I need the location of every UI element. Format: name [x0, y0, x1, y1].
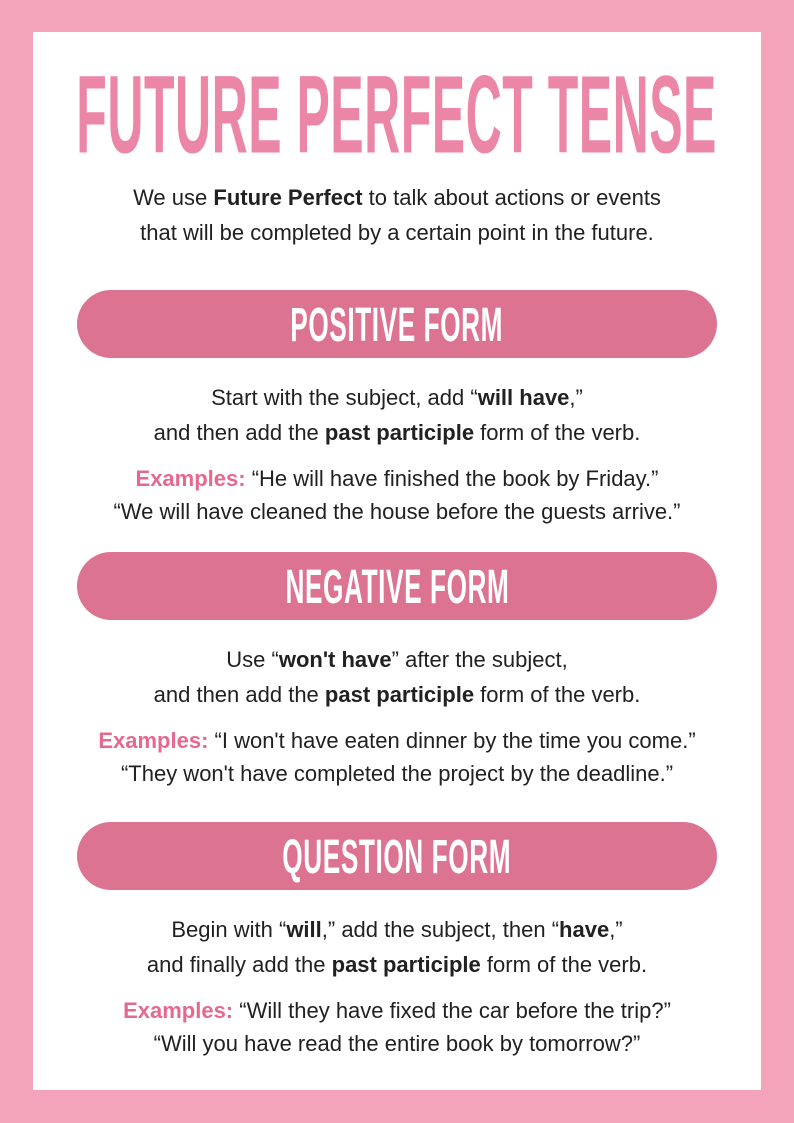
positive-example-line-2: “We will have cleaned the house before the guests arrive.” — [113, 499, 681, 524]
positive-rule-line-2: and then add the past participle form of the verb. — [153, 420, 641, 445]
positive-examples-text — [113, 462, 680, 528]
negative-form-banner-label: NEGATIVE FORM — [285, 558, 509, 614]
positive-form-banner — [77, 290, 717, 358]
negative-example-line-1: Examples: “I won't have eaten dinner by the time you come.” — [98, 728, 696, 753]
question-form-banner-label: QUESTION FORM — [282, 828, 512, 884]
positive-form-banner-label: POSITIVE FORM — [290, 296, 504, 352]
negative-form-banner — [77, 552, 717, 620]
intro-line-1: We use Future Perfect to talk about actions or events — [133, 185, 661, 210]
negative-rule-line-1: Use “won't have” after the subject, — [226, 647, 568, 672]
page-title: FUTURE PERFECT TENSE — [76, 53, 718, 177]
intro-bold-term: Future Perfect — [213, 185, 363, 210]
intro-text — [133, 180, 661, 250]
section-positive-form — [33, 290, 761, 528]
examples-label: Examples: — [135, 466, 246, 491]
question-rule-line-1: Begin with “will,” add the subject, then “have,” — [171, 917, 623, 942]
question-rule-text — [147, 912, 647, 982]
positive-example-line-1: Examples: “He will have finished the book by Friday.” — [135, 466, 659, 491]
question-example-line-2: “Will you have read the entire book by tomorrow?” — [153, 1031, 641, 1056]
examples-label: Examples: — [98, 728, 209, 753]
positive-rule-line-1: Start with the subject, add “will have,” — [211, 385, 583, 410]
section-negative-form — [33, 552, 761, 790]
positive-rule-text — [154, 380, 641, 450]
examples-label: Examples: — [123, 998, 234, 1023]
negative-rule-line-2: and then add the past participle form of the verb. — [153, 682, 641, 707]
question-form-banner — [77, 822, 717, 890]
negative-example-line-2: “They won't have completed the project by the deadline.” — [120, 761, 674, 786]
negative-rule-text — [154, 642, 641, 712]
question-examples-text — [123, 994, 671, 1060]
content-sheet — [33, 32, 761, 1090]
question-example-line-1: Examples: “Will they have fixed the car before the trip?” — [123, 998, 671, 1023]
title-wrap — [33, 53, 761, 177]
intro-line-2: that will be completed by a certain point in the future. — [140, 220, 654, 245]
negative-examples-text — [98, 724, 695, 790]
section-question-form — [33, 822, 761, 1060]
question-rule-line-2: and finally add the past participle form of the verb. — [146, 952, 648, 977]
